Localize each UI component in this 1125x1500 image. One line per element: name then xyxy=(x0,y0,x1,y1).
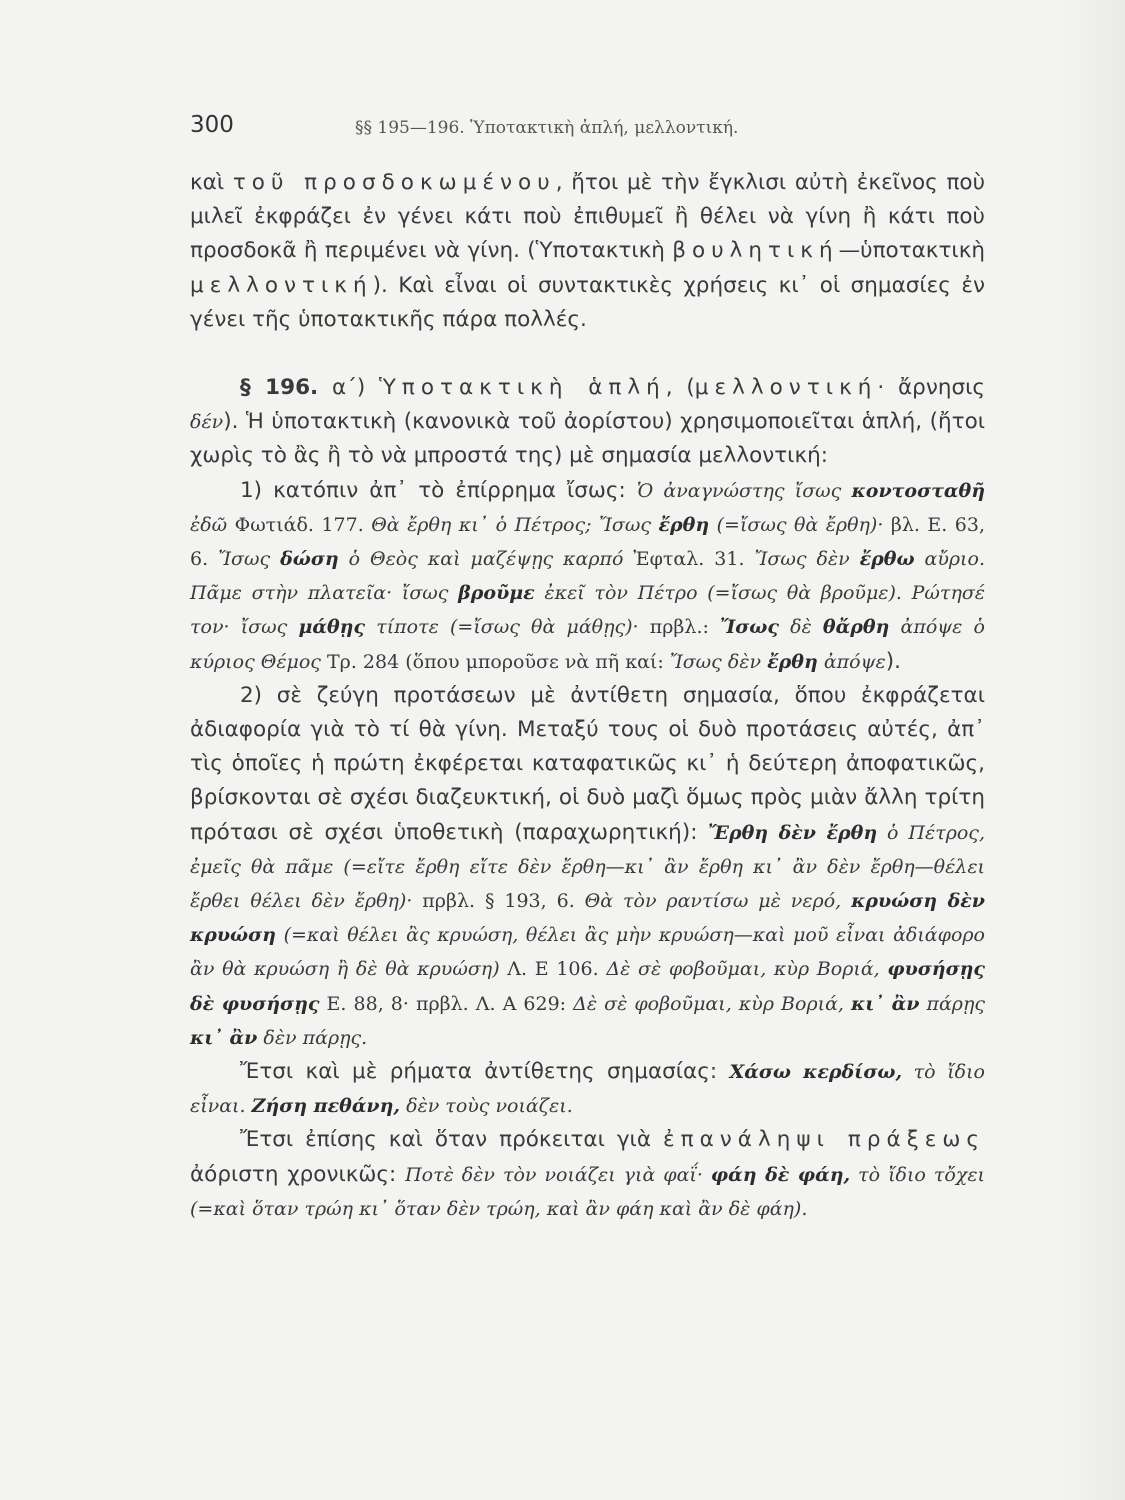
page-body xyxy=(190,108,985,1226)
section-196-heading: § 196. α΄) Ὑποτακτικὴ ἁπλή, (μελλοντική· ἄρνησις δέν). Ἡ ὑποτακτικὴ (κανονικὰ τοῦ ἀορίστου) χρησιμοποιεῖται ἁπλή, (ἤτοι χωρὶς τὸ ἂς ἢ τὸ νὰ μπροστά της) μὲ σημασία μελλοντική: xyxy=(190,375,985,469)
paragraph-opposite-verbs: Ἔτσι καὶ μὲ ρήματα ἀντίθετης σημασίας: Χάσω κερδίσω, τὸ ἴδιο εἶναι. Ζήση πεθάνη, δὲν τοὺς νοιάζει. xyxy=(190,1059,985,1118)
paragraph-rule-2: 2) σὲ ζεύγη προτάσεων μὲ ἀντίθετη σημασία, ὅπου ἐκφράζεται ἀδιαφορία γιὰ τὸ τί θὰ γίνη. Μεταξύ τους οἱ δυὸ προτάσεις αὐτές, ἀπ᾿ τὶς ὁποῖες ἡ πρώτη ἐκφέρεται καταφατικῶς κι᾿ ἡ δεύτερη ἀποφατικῶς, βρίσκονται σὲ σχέσι διαζευκτική, οἱ δυὸ μαζὶ ὅμως πρὸς μιὰν ἄλλη τρίτη πρότασι σὲ σχέσι ὑποθετικὴ (παραχωρητική): Ἔρθη δὲν ἔρθη ὁ Πέτρος, ἐμεῖς θὰ πᾶμε (=εἴτε ἔρθη εἴτε δὲν ἔρθη—κι᾿ ἂν ἔρθη κι᾿ ἂν δὲν ἔρθη—θέλει ἔρθει θέλει δὲν ἔρθη)· πρβλ. § 193, 6. Θὰ τὸν ραντίσω μὲ νερό, κρυώση δὲν κρυώση (=καὶ θέλει ἂς κρυώση, θέλει ἂς μὴν κρυώση—καὶ μοῦ εἶναι ἀδιάφορο ἂν θὰ κρυώση ἢ δὲ θὰ κρυώση) Λ. Ε 106. Δὲ σὲ φοβοῦμαι, κὺρ Βοριά, φυσήσῃς δὲ φυσήσῃς Ε. 88, 8· πρβλ. Λ. Α 629: Δὲ σὲ φοβοῦμαι, κὺρ Βοριά, κι᾿ ἂν πάρῃς κι᾿ ἂν δὲν πάρῃς. xyxy=(190,682,985,1049)
paragraph-rule-1: 1) κατόπιν ἀπ᾿ τὸ ἐπίρρημα ἴσως: Ὁ ἀναγνώστης ἴσως κοντοσταθῆ ἐδῶ Φωτιάδ. 177. Θὰ ἔρθη κι᾿ ὁ Πέτρος; Ἴσως ἔρθη (=ἴσως θὰ ἔρθη)· βλ. Ε. 63, 6. Ἴσως δώση ὁ Θεὸς καὶ μαζέψῃς καρπό Ἐφταλ. 31. Ἴσως δὲν ἔρθω αὔριο. Πᾶμε στὴν πλατεῖα· ἴσως βροῦμε ἐκεῖ τὸν Πέτρο (=ἴσως θὰ βροῦμε). Ρώτησέ τον· ἴσως μάθῃς τίποτε (=ἴσως θὰ μάθῃς)· πρβλ.: Ἴσως δὲ θἄρθη ἀπόψε ὁ κύριος Θέμος Τρ. 284 (ὅπου μποροῦσε νὰ πῆ καί: Ἴσως δὲν ἔρθη ἀπόψε). xyxy=(190,477,986,674)
section-number: § 196. xyxy=(240,375,319,401)
running-header xyxy=(190,108,985,144)
paragraph-repetition: Ἔτσι ἐπίσης καὶ ὅταν πρόκειται γιὰ ἐπανάληψι πράξεως ἀόριστη χρονικῶς: Ποτὲ δὲν τὸν νοιάζει γιὰ φαΐ· φάη δὲ φάη, τὸ ἴδιο τὄχει (=καὶ ὅταν τρώη κι᾿ ὅταν δὲν τρώη, καὶ ἂν φάη καὶ ἂν δὲ φάη). xyxy=(190,1127,986,1220)
page-edge-shadow xyxy=(1065,0,1125,1500)
page-number: 300 xyxy=(190,112,234,138)
paragraph-intro: καὶ τοῦ προσδοκωμένου, ἤτοι μὲ τὴν ἔγκλισι αὐτὴ ἐκεῖνος ποὺ μιλεῖ ἐκφράζει ἐν γένει κάτι ποὺ ἐπιθυμεῖ ἢ θέλει νὰ γίνη ἢ κάτι ποὺ προσδοκᾶ ἢ περιμένει νὰ γίνη. (Ὑποτακτικὴ βουλητική—ὑποτακτικὴ μελλοντική). Καὶ εἶναι οἱ συντακτικὲς χρήσεις κι᾿ οἱ σημασίες ἐν γένει τῆς ὑποτακτικῆς πάρα πολλές. xyxy=(190,170,986,332)
running-title: §§ 195—196. Ὑποτακτικὴ ἁπλή, μελλοντική. xyxy=(355,118,739,138)
